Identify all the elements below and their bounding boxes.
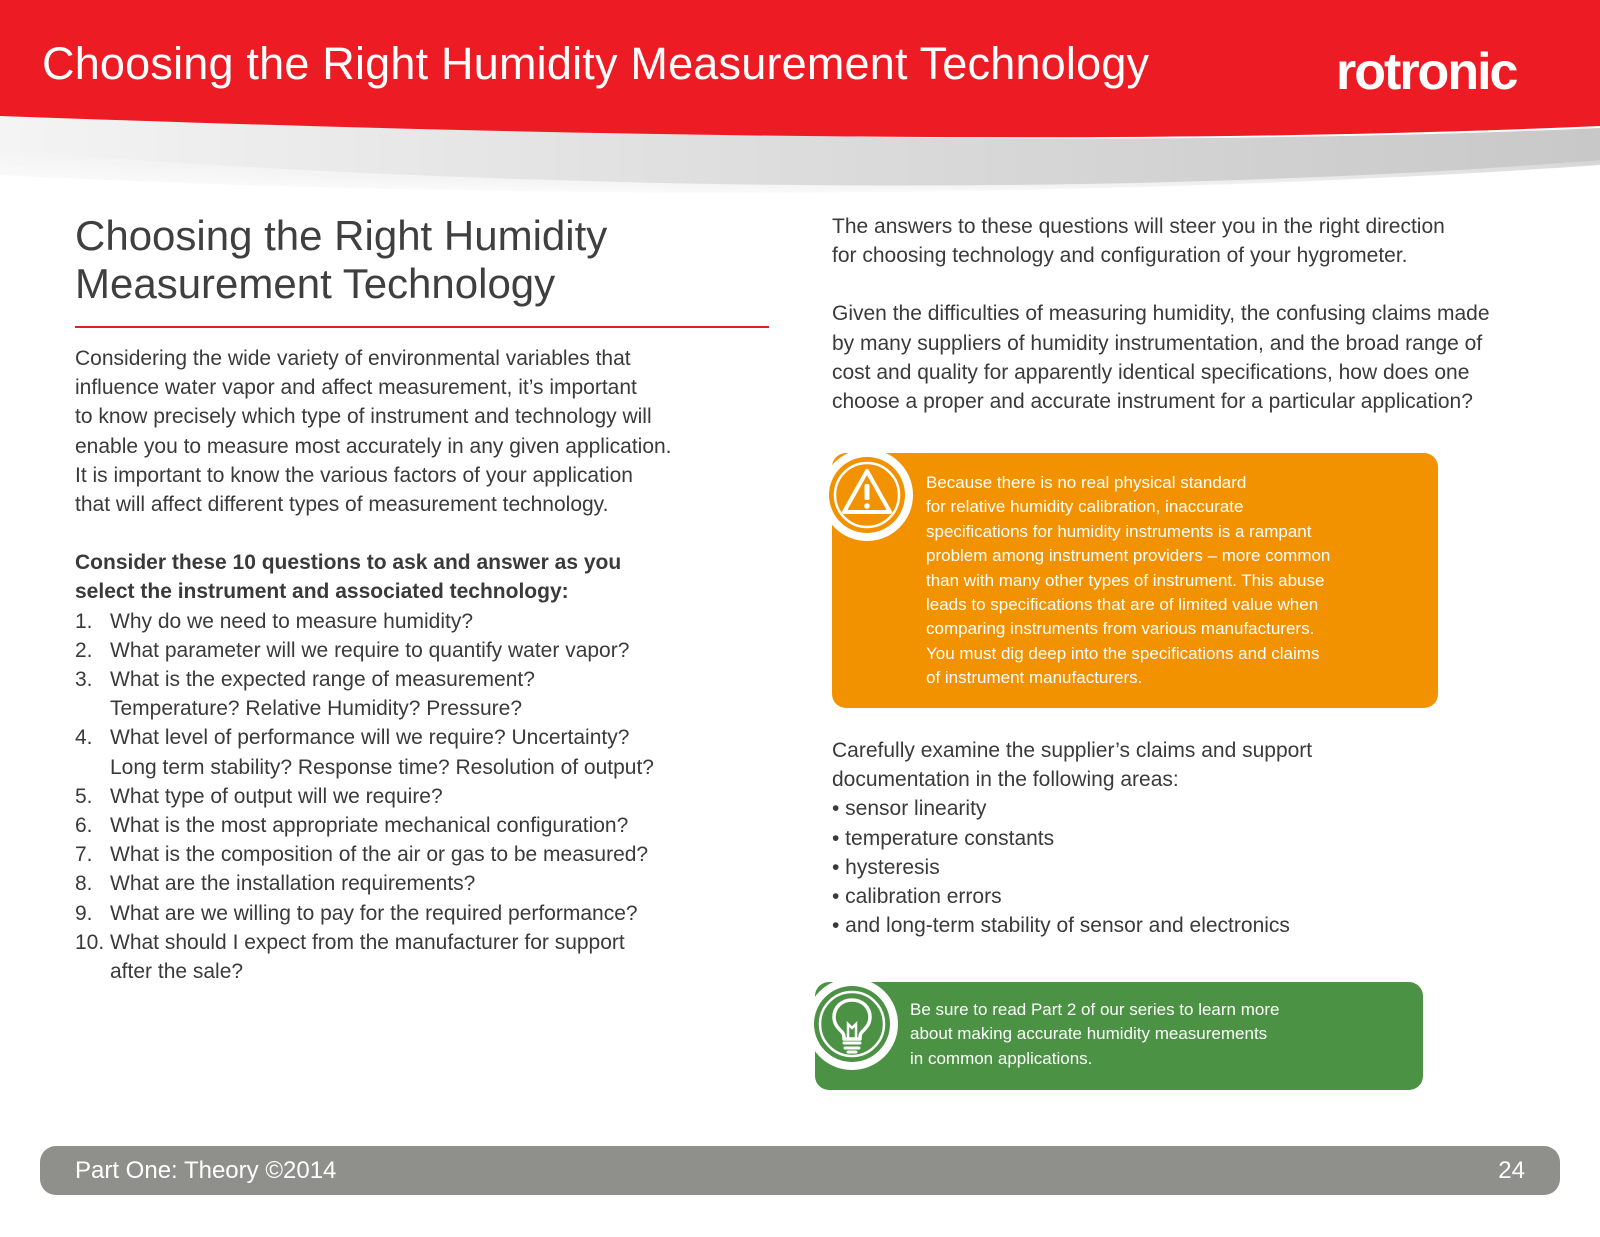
question-item xyxy=(75,869,770,898)
text-line: comparing instruments from various manufacturers. xyxy=(926,619,1315,639)
left-column xyxy=(75,212,770,986)
question-text: What is the composition of the air or gas to be measured? xyxy=(110,843,649,867)
article-title xyxy=(75,212,770,308)
text-line: Consider these 10 questions to ask and answer as you xyxy=(75,551,622,575)
question-number: 10. xyxy=(75,930,105,954)
article-title-line: Choosing the Right Humidity xyxy=(75,212,608,259)
question-item xyxy=(75,899,770,928)
difficulties-paragraph xyxy=(832,299,1542,416)
question-item xyxy=(75,811,770,840)
question-text: What type of output will we require? xyxy=(110,784,443,808)
page-number: 24 xyxy=(1498,1157,1525,1184)
text-line: documentation in the following areas: xyxy=(832,768,1179,792)
question-text: Temperature? Relative Humidity? Pressure? xyxy=(110,697,523,721)
warning-callout xyxy=(832,453,1438,708)
text-line: choose a proper and accurate instrument for a particular application? xyxy=(832,390,1473,414)
question-text: What is the expected range of measurement? xyxy=(110,668,535,692)
question-text: What are the installation requirements? xyxy=(110,872,476,896)
question-text: What should I expect from the manufacturer for support xyxy=(110,930,625,954)
question-number: 7. xyxy=(75,843,93,867)
question-item xyxy=(75,840,770,869)
text-line: The answers to these questions will steer you in the right direction xyxy=(832,215,1445,238)
question-text: Long term stability? Response time? Resolution of output? xyxy=(110,755,654,779)
question-number: 5. xyxy=(75,784,93,808)
question-number: 2. xyxy=(75,638,93,662)
question-number: 9. xyxy=(75,901,93,925)
question-item xyxy=(75,665,770,723)
text-line: It is important to know the various factors of your application xyxy=(75,463,633,487)
right-column xyxy=(832,212,1542,416)
question-item xyxy=(75,782,770,811)
text-line: Because there is no real physical standard xyxy=(926,473,1247,492)
question-item xyxy=(75,723,770,781)
list-item: • and long-term stability of sensor and electronics xyxy=(832,914,1290,938)
text-line: about making accurate humidity measurements xyxy=(910,1024,1268,1044)
answers-paragraph xyxy=(832,212,1542,270)
list-item: • calibration errors xyxy=(832,885,1002,909)
question-text: What are we willing to pay for the required performance? xyxy=(110,901,638,925)
question-item xyxy=(75,636,770,665)
text-line: that will affect different types of measurement technology. xyxy=(75,493,609,517)
question-number: 8. xyxy=(75,872,93,896)
question-text: Why do we need to measure humidity? xyxy=(110,609,474,633)
text-line: specifications for humidity instruments is a rampant xyxy=(926,521,1312,541)
text-line: for choosing technology and configuration of your hygrometer. xyxy=(832,244,1408,268)
text-line: problem among instrument providers – more common xyxy=(926,546,1331,566)
text-line: for relative humidity calibration, inaccurate xyxy=(926,497,1244,517)
text-line: Considering the wide variety of environmental variables that xyxy=(75,347,631,370)
warning-callout-text xyxy=(926,471,1396,691)
text-line: Be sure to read Part 2 of our series to learn more xyxy=(910,1000,1280,1019)
text-line: in common applications. xyxy=(910,1048,1093,1068)
text-line: influence water vapor and affect measurement, it’s important xyxy=(75,376,637,400)
question-item xyxy=(75,607,770,636)
areas-intro xyxy=(832,736,1532,794)
tip-callout-text xyxy=(910,998,1380,1071)
text-line: cost and quality for apparently identical specifications, how does one xyxy=(832,360,1470,384)
rotronic-logo: rotronic xyxy=(1336,43,1517,101)
title-divider xyxy=(75,326,769,328)
question-number: 3. xyxy=(75,668,93,692)
question-number: 1. xyxy=(75,609,93,633)
question-text: after the sale? xyxy=(110,960,244,984)
examination-areas xyxy=(832,736,1532,940)
question-text: What level of performance will we require? Uncertainty? xyxy=(110,726,630,750)
question-item xyxy=(75,928,770,986)
warning-triangle-icon xyxy=(821,449,913,541)
lightbulb-icon xyxy=(806,978,898,1070)
text-line: of instrument manufacturers. xyxy=(926,668,1143,688)
header-title: Choosing the Right Humidity Measurement Technology xyxy=(42,38,1150,89)
question-text: What parameter will we require to quantify water vapor? xyxy=(110,638,630,662)
areas-list xyxy=(832,794,1532,940)
question-text: What is the most appropriate mechanical configuration? xyxy=(110,814,629,838)
text-line: by many suppliers of humidity instrumentation, and the broad range of xyxy=(832,331,1483,355)
text-line: You must dig deep into the specifications and claims xyxy=(926,643,1320,663)
text-line: enable you to measure most accurately in any given application. xyxy=(75,434,672,458)
text-line: Given the difficulties of measuring humidity, the confusing claims made xyxy=(832,302,1490,326)
footer-label: Part One: Theory ©2014 xyxy=(75,1157,337,1184)
intro-paragraph xyxy=(75,344,770,519)
article-title-line: Measurement Technology xyxy=(75,260,556,307)
list-item: • sensor linearity xyxy=(832,797,987,821)
question-number: 6. xyxy=(75,814,93,838)
text-line: leads to specifications that are of limited value when xyxy=(926,595,1319,615)
text-line: Carefully examine the supplier’s claims and support xyxy=(832,739,1313,762)
text-line: than with many other types of instrument. This abuse xyxy=(926,570,1325,590)
list-item: • temperature constants xyxy=(832,826,1055,850)
question-number: 4. xyxy=(75,726,93,750)
tip-callout xyxy=(815,982,1423,1090)
questions-heading xyxy=(75,548,770,606)
list-item: • hysteresis xyxy=(832,855,940,879)
text-line: select the instrument and associated technology: xyxy=(75,580,569,604)
questions-list xyxy=(75,607,770,987)
footer-bar xyxy=(40,1146,1560,1195)
text-line: to know precisely which type of instrument and technology will xyxy=(75,405,652,429)
